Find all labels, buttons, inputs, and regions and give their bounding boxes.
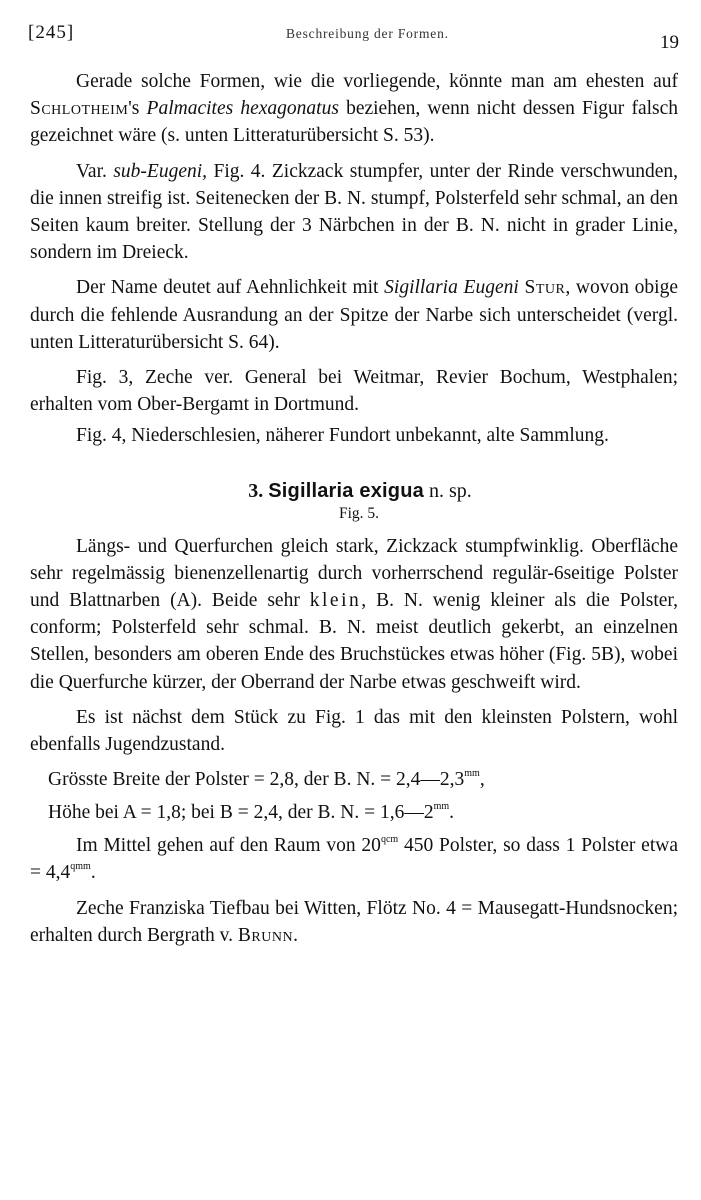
text-run: Var. [76, 160, 114, 182]
unit-superscript: qmm [70, 861, 91, 873]
measurement-text: Höhe bei A = 1,8; bei B = 2,4, der B. N. = 1,6—2 [48, 802, 434, 824]
text-run: . [90, 862, 96, 884]
paragraph-fig4-locality: Fig. 4, Niederschlesien, näherer Fundort unbekannt, alte Sammlung. [76, 425, 609, 447]
text-run: Fig. 4. Zickzack stumpfer, unter der Rinde verschwunden, die innen streifig ist. Seitenecken der B. N. stumpf, Polsterfeld sehr schmal, an den Seiten kaum breiter. Stellung der 3 Närbchen in der B. N. nicht in grader Linie, sondern im Dreieck. [30, 160, 679, 264]
unit-superscript: mm [433, 801, 450, 813]
section-number: [245] [28, 22, 75, 43]
paragraph-exigua-locality [30, 895, 678, 949]
unit-superscript: qcm [380, 834, 399, 846]
variety-name: sub-Eugeni, [113, 160, 208, 182]
text-run: beziehen, wenn nicht dessen Figur falsch gezeichnet wäre (s. unten Litteraturübersicht S. 53). [30, 98, 679, 147]
page-number: 19 [660, 32, 679, 53]
text-run: Der Name deutet auf Aehnlichkeit mit [76, 277, 385, 299]
text-run: . [293, 924, 298, 946]
text-run: , B. N. wenig kleiner als die Polster, conform; Polsterfeld sehr schmal. B. N. meist deutlich gekerbt, an einzelnen Stellen, besonders am oberen Ende des Bruchstückes etwas höher (Fig. 5B), wobei die Querfurche kürzer, der Oberrand der Narbe etwas geschweift wird. [30, 590, 678, 693]
figure-reference: Fig. 5. [338, 504, 380, 522]
paragraph-density [30, 832, 678, 886]
author-name: Schlotheim [30, 98, 129, 120]
page-header [28, 18, 679, 58]
running-title: Beschreibung der Formen. [286, 26, 449, 41]
text-run: , wovon obige durch die fehlende Ausrandung an der Spitze der Narbe sich unterscheidet (vergl. unten Litteraturübersicht S. 64). [30, 277, 678, 353]
paragraph-description [30, 533, 678, 696]
measurement-text: Grösste Breite der Polster = 2,8, der B. N. = 2,4—2,3 [48, 769, 465, 791]
species-name: Sigillaria exigua [268, 479, 424, 502]
page-body [30, 68, 678, 957]
species-heading [30, 480, 678, 503]
text-run: Längs- und Querfurchen gleich stark, Zickzack stumpfwinklig. Oberfläche sehr regelmässig bienenzellenartig durch vorherrschend regulär-6seitige Polster und Blattnarben (A). Beide sehr [30, 535, 678, 612]
taxon-name: Palmacites hexagonatus [146, 98, 339, 120]
paragraph-comparison: Es ist nächst dem Stück zu Fig. 1 das mit den kleinsten Polstern, wohl ebenfalls Jugendzustand. [30, 706, 678, 756]
measurement-height [30, 799, 678, 826]
text-run: Im Mittel gehen auf den Raum von 20 [76, 835, 381, 857]
unit-superscript: mm [464, 768, 480, 780]
paragraph-variety [30, 158, 678, 267]
text-run: . [449, 802, 455, 824]
text-run: 's [128, 98, 147, 120]
author-name: Brunn [237, 924, 294, 946]
author-name: Stur [524, 277, 566, 299]
species-suffix: n. sp. [428, 479, 472, 502]
paragraph-fig3-locality: Fig. 3, Zeche ver. General bei Weitmar, Revier Bochum, Westphalen; erhalten vom Ober-Bergamt in Dortmund. [30, 367, 678, 416]
measurement-width [30, 766, 678, 793]
text-run: Zeche Franziska Tiefbau bei Witten, Flötz No. 4 = Mausegatt-Hundsnocken; erhalten durch Bergrath v. [30, 897, 678, 946]
spaced-word: klein [309, 590, 362, 612]
text-run: 450 Polster, so dass 1 Polster etwa = 4,4 [30, 835, 678, 884]
paragraph-name-origin [30, 274, 678, 356]
species-number: 3. [248, 479, 264, 502]
paragraph-schlotheim [30, 68, 678, 150]
text-run: , [479, 769, 485, 791]
text-run: Gerade solche Formen, wie die vorliegende, könnte man am ehesten auf [76, 71, 678, 92]
taxon-name: Sigillaria Eugeni [384, 277, 519, 299]
